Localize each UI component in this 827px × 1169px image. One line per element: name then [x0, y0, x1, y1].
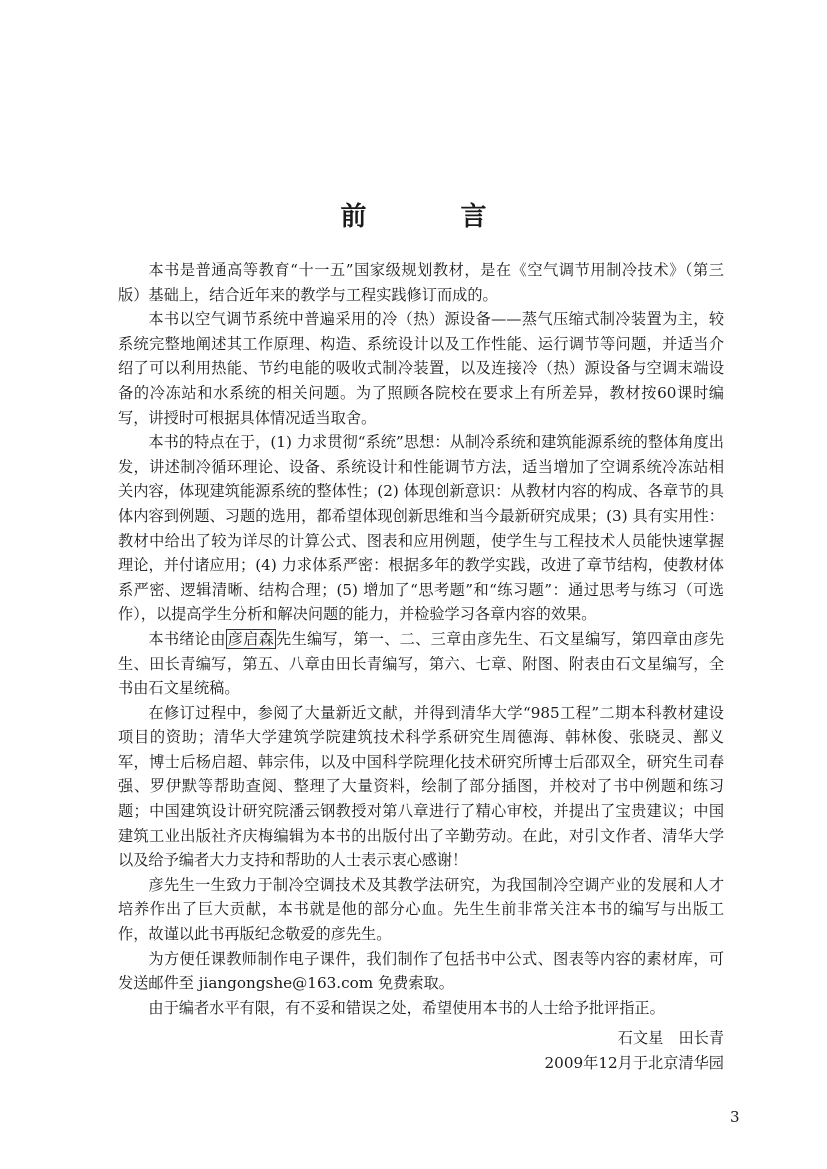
paragraph-8: 由于编者水平有限，有不妥和错误之处，希望使用本书的人士给予批评指正。 [148, 998, 665, 1017]
paragraph-4-after: 先生编写，第一、二、三章由彦先生、石文星编写，第四章由彦先生、田长青编写，第五、八章由田长青编写，第六、七章、附图、附表由石文星编写，全书由石文星统稿。 [118, 629, 725, 698]
paragraph-4-before: 本书绪论由 [148, 629, 226, 648]
signature-date: 2009年12月于北京清华园 [544, 1053, 724, 1072]
boxed-name: 彦启森 [227, 629, 275, 648]
paragraph-2: 本书以空气调节系统中普遍采用的冷（热）源设备——蒸气压缩式制冷装置为主，较系统完整地阐述其工作原理、构造、系统设计以及工作性能、运行调节等问题，并适当介绍了可以利用热能、节约电能的吸收式制冷装置，以及连接冷（热）源设备与空调末端设备的冷冻站和水系统的相关问题。为了照顾各院校在要求上有所差异，教材按60课时编写，讲授时可根据具体情况适当取舍。 [118, 310, 724, 427]
paragraph-1: 本书是普通高等教育“十一五”国家级规划教材，是在《空气调节用制冷技术》（第三版）基础上，结合近年来的教学与工程实践修订而成的。 [118, 261, 724, 304]
signature-authors: 石文星 田长青 [617, 1029, 724, 1047]
preface-body [118, 258, 724, 1020]
paragraph-5: 在修订过程中，参阅了大量新近文献，并得到清华大学“985工程”二期本科教材建设项目的资助；清华大学建筑学院建筑技术科学系研究生周德海、韩林俊、张晓灵、鄯义军，博士后杨启超、韩宗伟，以及中国科学院理化技术研究所博士后邵双全，研究生司春强、罗伊默等帮助查阅、整理了大量资料，绘制了部分插图，并校对了书中例题和练习题；中国建筑设计研究院潘云钢教授对第八章进行了精心审校，并提出了宝贵建议；中国建筑工业出版社齐庆梅编辑为本书的出版付出了辛勤劳动。在此，对引文作者、清华大学以及给予编者大力支持和帮助的人士表示衷心感谢！ [118, 703, 724, 870]
page-number: 3 [730, 1108, 740, 1126]
page-title: 前 言 [340, 202, 521, 232]
paragraph-4 [118, 627, 724, 701]
signature-block [500, 1026, 724, 1075]
paragraph-7: 为方便任课教师制作电子课件，我们制作了包括书中公式、图表等内容的素材库，可发送邮件至 jiangongshe@163.com 免费索取。 [118, 949, 724, 993]
paragraph-6: 彦先生一生致力于制冷空调技术及其教学法研究，为我国制冷空调产业的发展和人才培养作出了巨大贡献，本书就是他的部分心血。先生生前非常关注本书的编写与出版工作，故谨以此书再版纪念敬爱的彦先生。 [118, 875, 724, 944]
paragraph-3: 本书的特点在于，(1) 力求贯彻“系统”思想：从制冷系统和建筑能源系统的整体角度出发，讲述制冷循环理论、设备、系统设计和性能调节方法，适当增加了空调系统冷冻站相关内容，体现建筑能源系统的整体性；(2) 体现创新意识：从教材内容的构成、各章节的具体内容到例题、习题的选用，都希望体现创新思维和当今最新研究成果；(3) 具有实用性：教材中给出了较为详尽的计算公式、图表和应用例题，使学生与工程技术人员能快速掌握理论，并付诸应用；(4) 力求体系严密：根据多年的教学实践，改进了章节结构，使教材体系严密、逻辑清晰、结构合理；(5) 增加了“思考题”和“练习题”：通过思考与练习（可选作），以提高学生分析和解决问题的能力，并检验学习各章内容的效果。 [118, 433, 724, 624]
